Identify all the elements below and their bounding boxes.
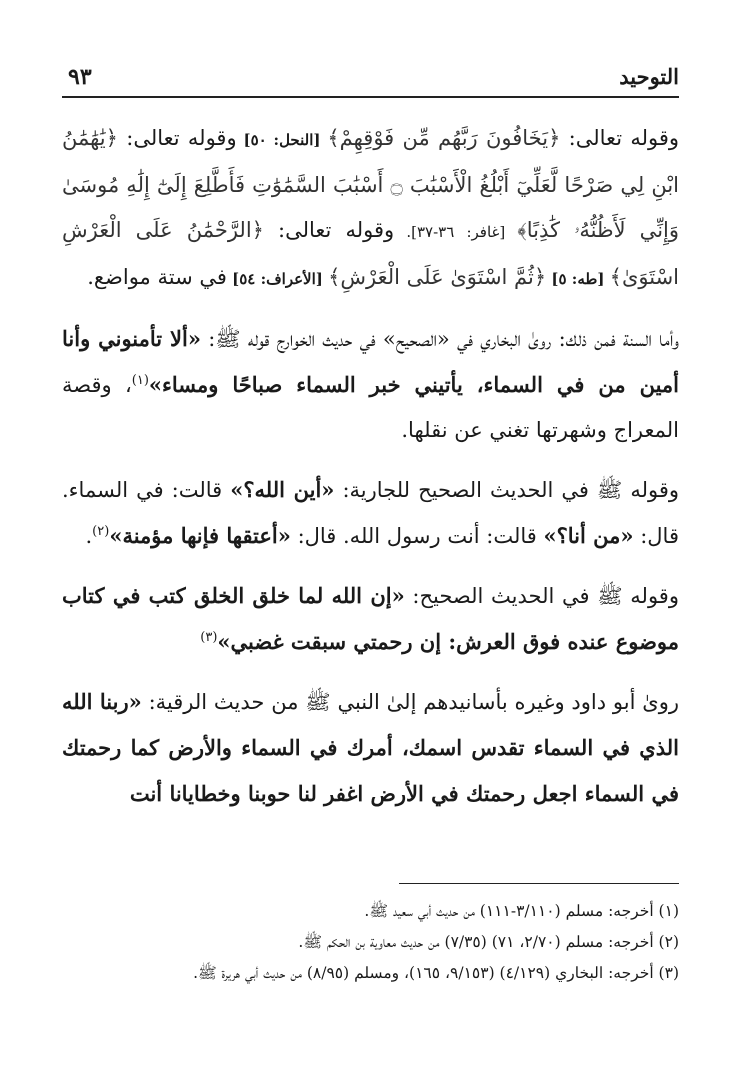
paragraph-sunnah: وأما السنة فمن ذلك: روىٰ البخاري في «الصحيح» في حديث الخوارج قوله ﷺ: «ألا تأمنوني وأنا أمين من في السماء، يأتيني خبر السماء صباحًا ومساء»$^{(١)}$، وقصة المعراج وشهرتها تغني عن نقلها.	[62, 326, 680, 442]
footnote-ref-3: (٣)	[200, 630, 218, 645]
running-title: التوحيد	[619, 64, 679, 89]
footnote-1: (١) أخرجه: مسلم (٣/١١٠-١١١) من حديث أبي سعيد ﷺ.	[364, 902, 679, 920]
paragraph-jariya: وقوله ﷺ في الحديث الصحيح للجارية: «أين الله؟» قالت: في السماء. قال: «من أنا؟» قالت: أنت رسول الله. قال: «أعتقها فإنها مؤمنة»$^{(٢)}$.	[62, 477, 680, 548]
footnotes	[62, 896, 679, 989]
page-header	[62, 62, 679, 96]
verse-ghafir: ﴿يَٰهَٰمَٰنُ ابْنِ لِي صَرْحًا لَّعَلِّيٓ أَبْلُغُ الْأَسْبَٰبَ ۝ أَسْبَٰبَ السَّمَٰوَٰتِ فَأَطَّلِعَ إِلَىٰٓ إِلَٰهِ مُوسَىٰ وَإِنِّي لَأَظُنُّهُۥ كَٰذِبًا﴾	[62, 126, 680, 242]
verse-taha: ﴿الرَّحْمَٰنُ عَلَى الْعَرْشِ اسْتَوَىٰ﴾	[62, 218, 679, 289]
footnote-ref-2: (٢)	[92, 524, 110, 539]
hadith-khawarij: «ألا تأمنوني وأنا أمين من في السماء، يأتيني خبر السماء صباحًا ومساء»	[62, 326, 679, 397]
footnote-3: (٣) أخرجه: البخاري (٤/١٢٩) (٩/١٥٣، ١٦٥)، ومسلم (٨/٩٥) من حديث أبي هريرة ﷺ.	[193, 964, 679, 982]
paragraph-quran-verses: وقوله تعالى: ﴿يَخَافُونَ رَبَّهُم مِّن فَوْقِهِمْ﴾ [النحل: ٥٠] وقوله تعالى: ﴿يَٰهَٰمَٰنُ ابْنِ لِي صَرْحًا لَّعَلِّيٓ أَبْلُغُ الْأَسْبَٰبَ ۝ أَسْبَٰبَ السَّمَٰوَٰتِ فَأَطَّلِعَ إِلَىٰٓ إِلَٰهِ مُوسَىٰ وَإِنِّي لَأَظُنُّهُۥ كَٰذِبًا﴾ [غافر: ٣٦-٣٧]. وقوله تعالى: ﴿الرَّحْمَٰنُ عَلَى الْعَرْشِ اسْتَوَىٰ﴾ [طه: ٥] ﴿ثُمَّ اسْتَوَىٰ عَلَى الْعَرْشِ﴾ [الأعراف: ٥٤] في ستة مواضع.	[62, 126, 680, 289]
paragraph-rahma: وقوله ﷺ في الحديث الصحيح: «إن الله لما خلق الخلق كتب في كتاب موضوع عنده فوق العرش: إن رحمتي سبقت غضبي»$^{(٣)}$	[62, 583, 679, 654]
page-number: ٩٣	[68, 64, 92, 90]
paragraph-ruqya: روىٰ أبو داود وغيره بأسانيدهم إلىٰ النبي ﷺ من حديث الرقية: «ربنا الله الذي في السماء تقدس اسمك، أمرك في السماء والأرض كما رحمتك في السماء اجعل رحمتك في الأرض اغفر لنا حوبنا وخطايانا أنت	[62, 689, 679, 806]
verse-nahl: ﴿يَخَافُونَ رَبَّهُم مِّن فَوْقِهِمْ﴾	[327, 126, 561, 150]
footnote-separator	[399, 883, 679, 884]
footnote-ref-1: (١)	[131, 373, 149, 388]
footnote-2: (٢) أخرجه: مسلم (٢/٧٠، ٧١) (٧/٣٥) من حديث معاوية بن الحكم ﷺ.	[298, 933, 679, 951]
main-text	[62, 116, 679, 817]
hadith-ruqya: «ربنا الله الذي في السماء تقدس اسمك، أمرك في السماء والأرض كما رحمتك في السماء اجعل رحمتك في الأرض اغفر لنا حوبنا وخطايانا أنت	[62, 689, 679, 806]
verse-araf: ﴿ثُمَّ اسْتَوَىٰ عَلَى الْعَرْشِ﴾	[328, 265, 547, 289]
header-rule	[62, 96, 679, 98]
hadith-rahma: «إن الله لما خلق الخلق كتب في كتاب موضوع عنده فوق العرش: إن رحمتي سبقت غضبي»	[62, 583, 679, 654]
